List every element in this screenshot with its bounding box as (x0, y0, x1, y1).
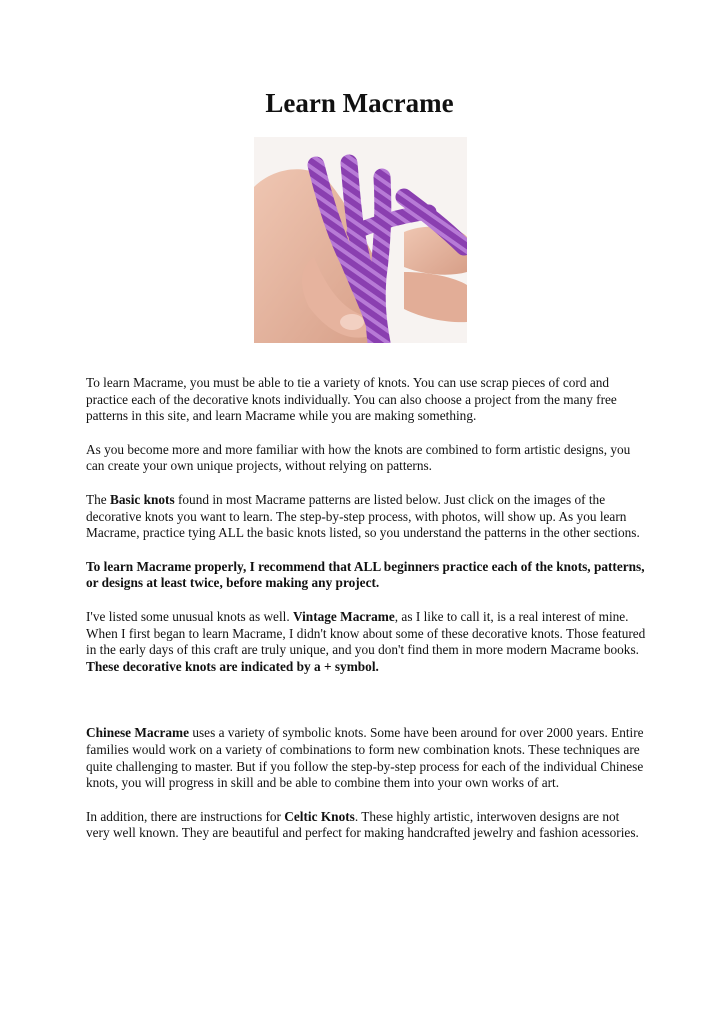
paragraph-chinese: Chinese Macrame uses a variety of symbolic knots. Some have been around for over 2000 years. Entire families would work on a variety of combinations to form new combination knots. These techniques are quite challenging to master. But if you follow the step-by-step process for each of the individual Chinese knots, you will progress in skill and be able to combine them into your own works of art. (86, 725, 644, 791)
paragraph-basic-knots: The Basic knots found in most Macrame patterns are listed below. Just click on the images of the decorative knots you want to learn. The step-by-step process, with photos, will show up. As you learn Macrame, practice tying ALL the basic knots listed, so you understand the patterns in the other sections. (86, 491, 640, 541)
page-title: Learn Macrame (265, 88, 454, 118)
macrame-knot-photo (254, 137, 467, 343)
paragraph-familiar: As you become more and more familiar with how the knots are combined to form artistic designs, you can create your own unique projects, without relying on patterns. (86, 441, 631, 474)
paragraph-vintage: I've listed some unusual knots as well. Vintage Macrame, as I like to call it, is a real interest of mine. When I first began to learn Macrame, I didn't know about some of these decorative knots. Those featured in the early days of this craft are truly unique, and you don't find them in more modern Macrame books. These decorative knots are indicated by a + symbol. (86, 608, 646, 674)
basic-knots-text: Basic knots (110, 491, 175, 507)
paragraph-recommendation: To learn Macrame properly, I recommend that ALL beginners practice each of the knots, patterns, or designs at least twice, before making any project. (86, 558, 645, 591)
paragraph-celtic: In addition, there are instructions for Celtic Knots. These highly artistic, interwoven designs are not very well known. They are beautiful and perfect for making handcrafted jewelry and fashion acessories. (86, 808, 639, 841)
vintage-macrame-text: Vintage Macrame (293, 608, 395, 624)
paragraph-intro: To learn Macrame, you must be able to tie a variety of knots. You can use scrap pieces of cord and practice each of the decorative knots individually. You can also choose a project from the many free patterns in this site, and learn Macrame while you are making something. (86, 375, 617, 424)
celtic-knots-text: Celtic Knots (284, 808, 355, 824)
chinese-macrame-text: Chinese Macrame (86, 725, 190, 741)
article-body (86, 375, 646, 859)
